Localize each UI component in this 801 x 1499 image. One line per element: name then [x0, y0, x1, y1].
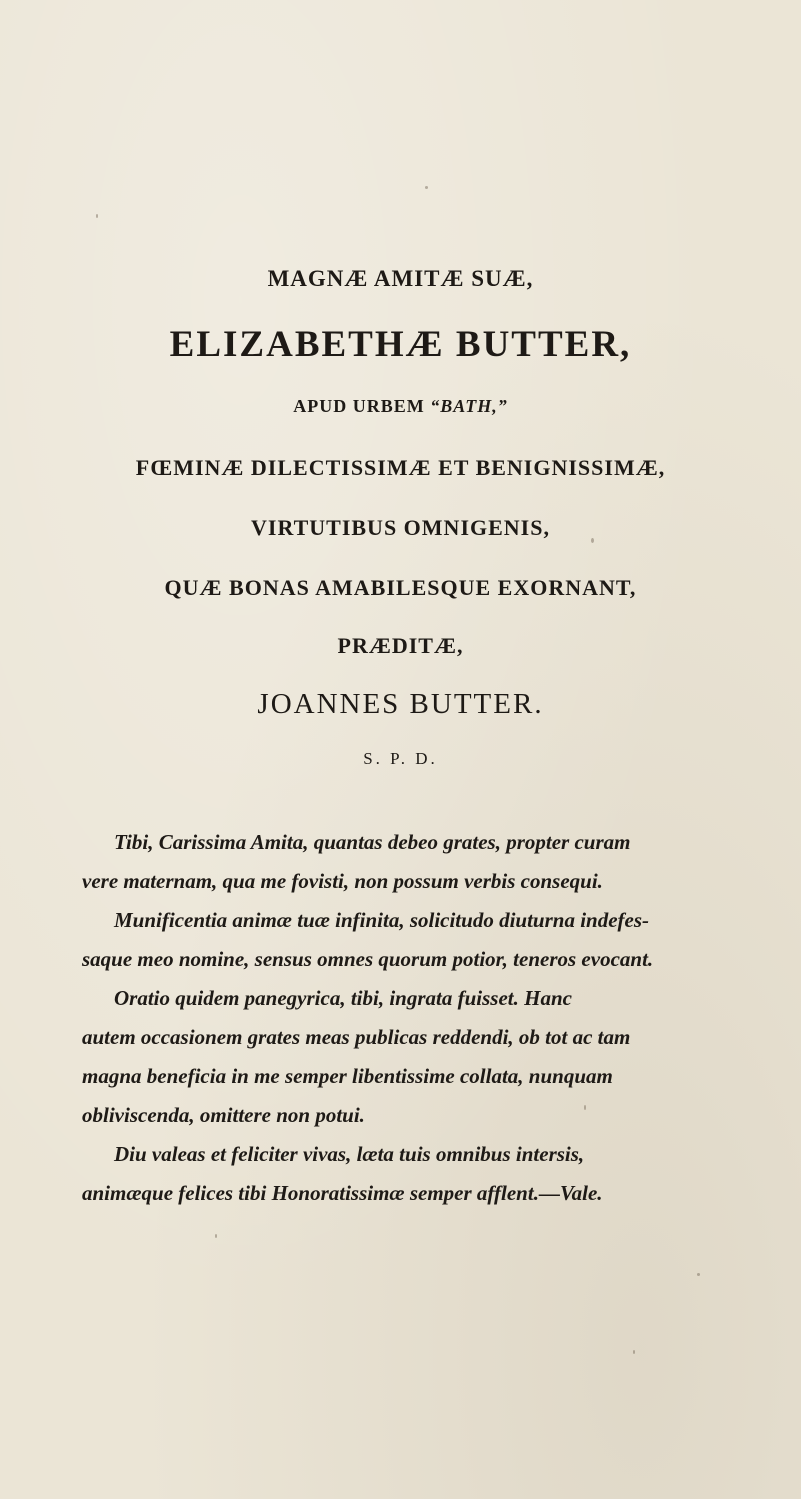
dedication-line-4: FŒMINÆ DILECTISSIMÆ ET BENIGNISSIMÆ, — [135, 455, 666, 480]
dedication-line-3-prefix: APUD URBEM — [293, 396, 431, 416]
paper-speck — [215, 1234, 217, 1238]
letter-line: saque meo nomine, sensus omnes quorum potior, teneros evocant. — [82, 947, 654, 971]
paper-speck — [96, 214, 98, 218]
paper-speck — [425, 186, 428, 189]
paper-speck — [591, 538, 594, 543]
paper-speck — [633, 1350, 635, 1354]
dedication-author-name: JOANNES BUTTER. — [257, 688, 544, 720]
letter-line: autem occasionem grates meas publicas reddendi, ob tot ac tam — [82, 1025, 631, 1049]
dedication-line-5: VIRTUTIBUS OMNIGENIS, — [251, 515, 550, 540]
letter-line: obliviscenda, omittere non potui. — [82, 1103, 365, 1127]
dedication-line-1: MAGNÆ AMITÆ SUÆ, — [267, 266, 534, 291]
dedication-line-7: PRÆDITÆ, — [337, 633, 464, 658]
dedication-line-6: QUÆ BONAS AMABILESQUE EXORNANT, — [164, 575, 637, 600]
paper-speck — [584, 1105, 586, 1110]
dedication-recipient-name: ELIZABETHÆ BUTTER, — [169, 324, 632, 365]
letter-line: Diu valeas et feliciter vivas, læta tuis omnibus intersis, — [114, 1142, 585, 1166]
dedication-salutation: S. P. D. — [363, 749, 438, 768]
paper-speck — [697, 1273, 700, 1276]
letter-line: Tibi, Carissima Amita, quantas debeo grates, propter curam — [114, 830, 631, 854]
letter-line: magna beneficia in me semper libentissime collata, nunquam — [82, 1064, 613, 1088]
dedication-line-3 — [0, 396, 801, 417]
letter-line: Munificentia animæ tuæ infinita, solicitudo diuturna indefes- — [114, 908, 650, 932]
dedication-city: “BATH,” — [430, 396, 508, 416]
letter-line: Oratio quidem panegyrica, tibi, ingrata fuisset. Hanc — [114, 986, 572, 1010]
letter-line: vere maternam, qua me fovisti, non possum verbis consequi. — [82, 869, 603, 893]
letter-line: animæque felices tibi Honoratissimæ semper afflent.—Vale. — [82, 1181, 603, 1205]
